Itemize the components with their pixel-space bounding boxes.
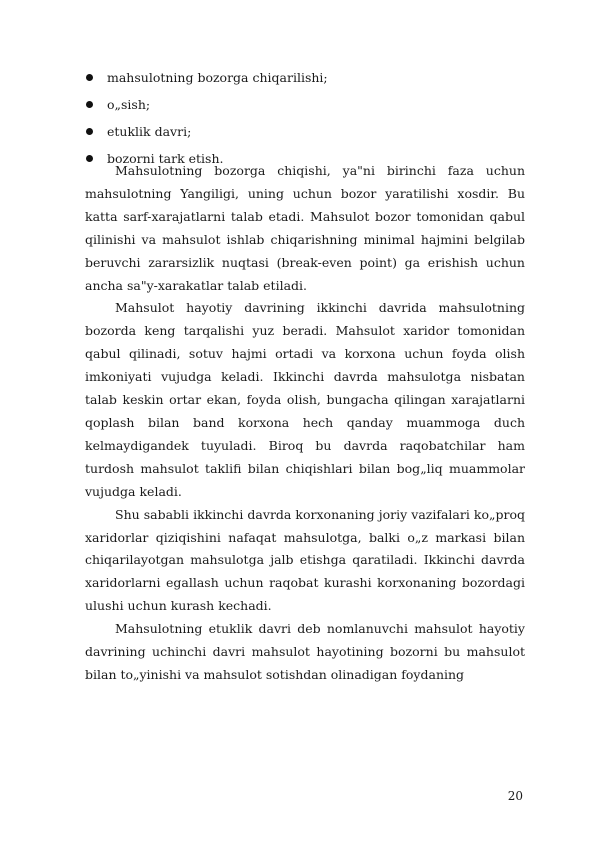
paragraph: Mahsulot hayotiy davrining ikkinchi davrida mahsulotning bozorda keng tarqalishi yuz beradi. Mahsulot xaridor tomonidan qabul qilinadi, sotuv hajmi ortadi va korxona uchun foyda olish imkoniyati vujudga keladi. Ikkinchi davrda mahsulotga nisbatan talab keskin ortar ekan, foyda olish, bungacha qilingan xarajatlarni qoplash bilan band korxona hech qanday muammoga duch kelmaydigandek tuyuladi. Biroq bu davrda raqobatchilar ham turdosh mahsulot taklifi bilan chiqishlari bilan bog„liq muammolar vujudga keladi. [85,300,525,499]
body-text [85,160,525,687]
list-item-text: bozorni tark etish. [107,151,224,166]
list-item [85,64,525,91]
list-item [85,91,525,118]
paragraph: Mahsulotning etuklik davri deb nomlanuvchi mahsulot hayotiy davrining uchinchi davri mahsulot hayotining bozorni bu mahsulot bilan to„yinishi va mahsulot sotishdan olinadigan foydaning [85,621,525,682]
bullet-icon [86,74,93,81]
list-item-text: etuklik davri; [107,124,192,139]
paragraph: Mahsulotning bozorga chiqishi, ya"ni birinchi faza uchun mahsulotning Yangiligi, uning uchun bozor yaratilishi xosdir. Bu katta sarf-xarajatlarni talab etadi. Mahsulot bozor tomonidan qabul qilinishi va mahsulot ishlab chiqarishning minimal hajmini belgilab beruvchi zararsizlik nuqtasi (break-even point) ga erishish uchun ancha sa"y-xarakatlar talab etiladi. [85,163,525,293]
bullet-icon [86,128,93,135]
bullet-icon [86,101,93,108]
list-item-text: o„sish; [107,97,151,112]
list-item [85,118,525,145]
page-number: 20 [507,789,523,803]
paragraph: Shu sababli ikkinchi davrda korxonaning joriy vazifalari ko„proq xaridorlar qiziqishini nafaqat mahsulotga, balki o„z markasi bilan chiqarilayotgan mahsulotga jalb etishga qaratiladi. Ikkinchi davrda xaridorlarni egallash uchun raqobat kurashi korxonaning bozordagi ulushi uchun kurash kechadi. [85,506,525,614]
bullet-list [85,64,525,172]
list-item-text: mahsulotning bozorga chiqarilishi; [107,70,328,85]
